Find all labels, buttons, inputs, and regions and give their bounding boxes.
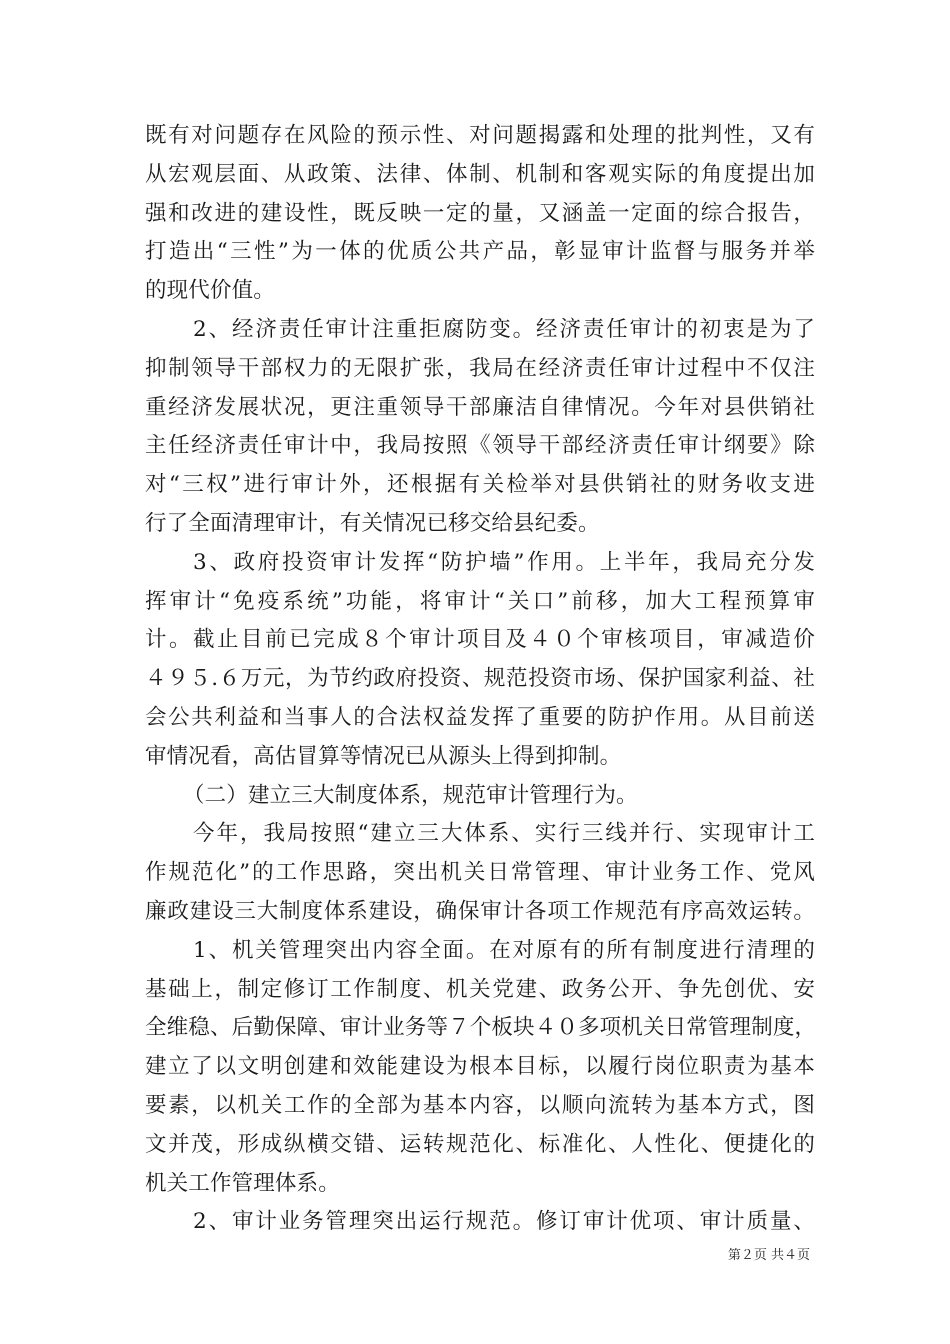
text-line: ４９５.６万元，为节约政府投资、规范投资市场、保护国家利益、社 <box>145 666 815 691</box>
text-line: 文并茂，形成纵横交错、运转规范化、标准化、人性化、便捷化的 <box>145 1132 815 1157</box>
text-line: 重经济发展状况，更注重领导干部廉洁自律情况。今年对县供销社 <box>145 395 815 420</box>
section-heading: （二）建立三大制度体系，规范审计管理行为。 <box>183 783 638 808</box>
text-line: 强和改进的建设性，既反映一定的量，又涵盖一定面的综合报告， <box>145 201 815 226</box>
text-line: 既有对问题存在风险的预示性、对问题揭露和处理的批判性，又有 <box>145 123 815 148</box>
paragraph-first-line: 2、审计业务管理突出运行规范。修订审计优项、审计质量、 <box>193 1209 815 1234</box>
text-line: 全维稳、后勤保障、审计业务等７个板块４０多项机关日常管理制度， <box>145 1015 817 1040</box>
text-line: 挥审计“免疫系统”功能，将审计“关口”前移，加大工程预算审 <box>145 589 815 614</box>
page-number: 第２页 共４页 <box>727 1248 810 1263</box>
text-line: 行了全面清理审计，有关情况已移交给县纪委。 <box>145 511 600 536</box>
text-line: 基础上，制定修订工作制度、机关党建、政务公开、争先创优、安 <box>145 977 815 1002</box>
text-line: 对“三权”进行审计外，还根据有关检举对县供销社的财务收支进 <box>145 472 815 497</box>
text-line: 廉政建设三大制度体系建设，确保审计各项工作规范有序高效运转。 <box>145 899 815 924</box>
paragraph-first-line: 2、经济责任审计注重拒腐防变。经济责任审计的初衷是为了 <box>193 317 815 342</box>
text-line: 会公共利益和当事人的合法权益发挥了重要的防护作用。从目前送 <box>145 705 815 730</box>
text-line: 要素，以机关工作的全部为基本内容，以顺向流转为基本方式，图 <box>145 1093 815 1118</box>
paragraph-first-line: 今年，我局按照“建立三大体系、实行三线并行、实现审计工 <box>193 821 815 846</box>
text-line: 计。截止目前已完成８个审计项目及４０个审核项目，审减造价 <box>145 627 815 652</box>
paragraph-first-line: 3、政府投资审计发挥“防护墙”作用。上半年，我局充分发 <box>193 550 815 575</box>
text-line: 主任经济责任审计中，我局按照《领导干部经济责任审计纲要》除 <box>145 433 815 458</box>
text-line: 的现代价值。 <box>145 278 275 303</box>
text-line: 审情况看，高估冒算等情况已从源头上得到抑制。 <box>145 744 622 769</box>
text-line: 建立了以文明创建和效能建设为根本目标，以履行岗位职责为基本 <box>145 1054 815 1079</box>
text-line: 抑制领导干部权力的无限扩张，我局在经济责任审计过程中不仅注 <box>145 356 815 381</box>
paragraph-first-line: 1、机关管理突出内容全面。在对原有的所有制度进行清理的 <box>193 938 815 963</box>
text-line: 机关工作管理体系。 <box>145 1171 340 1196</box>
text-line: 作规范化”的工作思路，突出机关日常管理、审计业务工作、党风 <box>145 860 815 885</box>
text-line: 打造出“三性”为一体的优质公共产品，彰显审计监督与服务并举 <box>145 239 815 264</box>
text-line: 从宏观层面、从政策、法律、体制、机制和客观实际的角度提出加 <box>145 162 815 187</box>
